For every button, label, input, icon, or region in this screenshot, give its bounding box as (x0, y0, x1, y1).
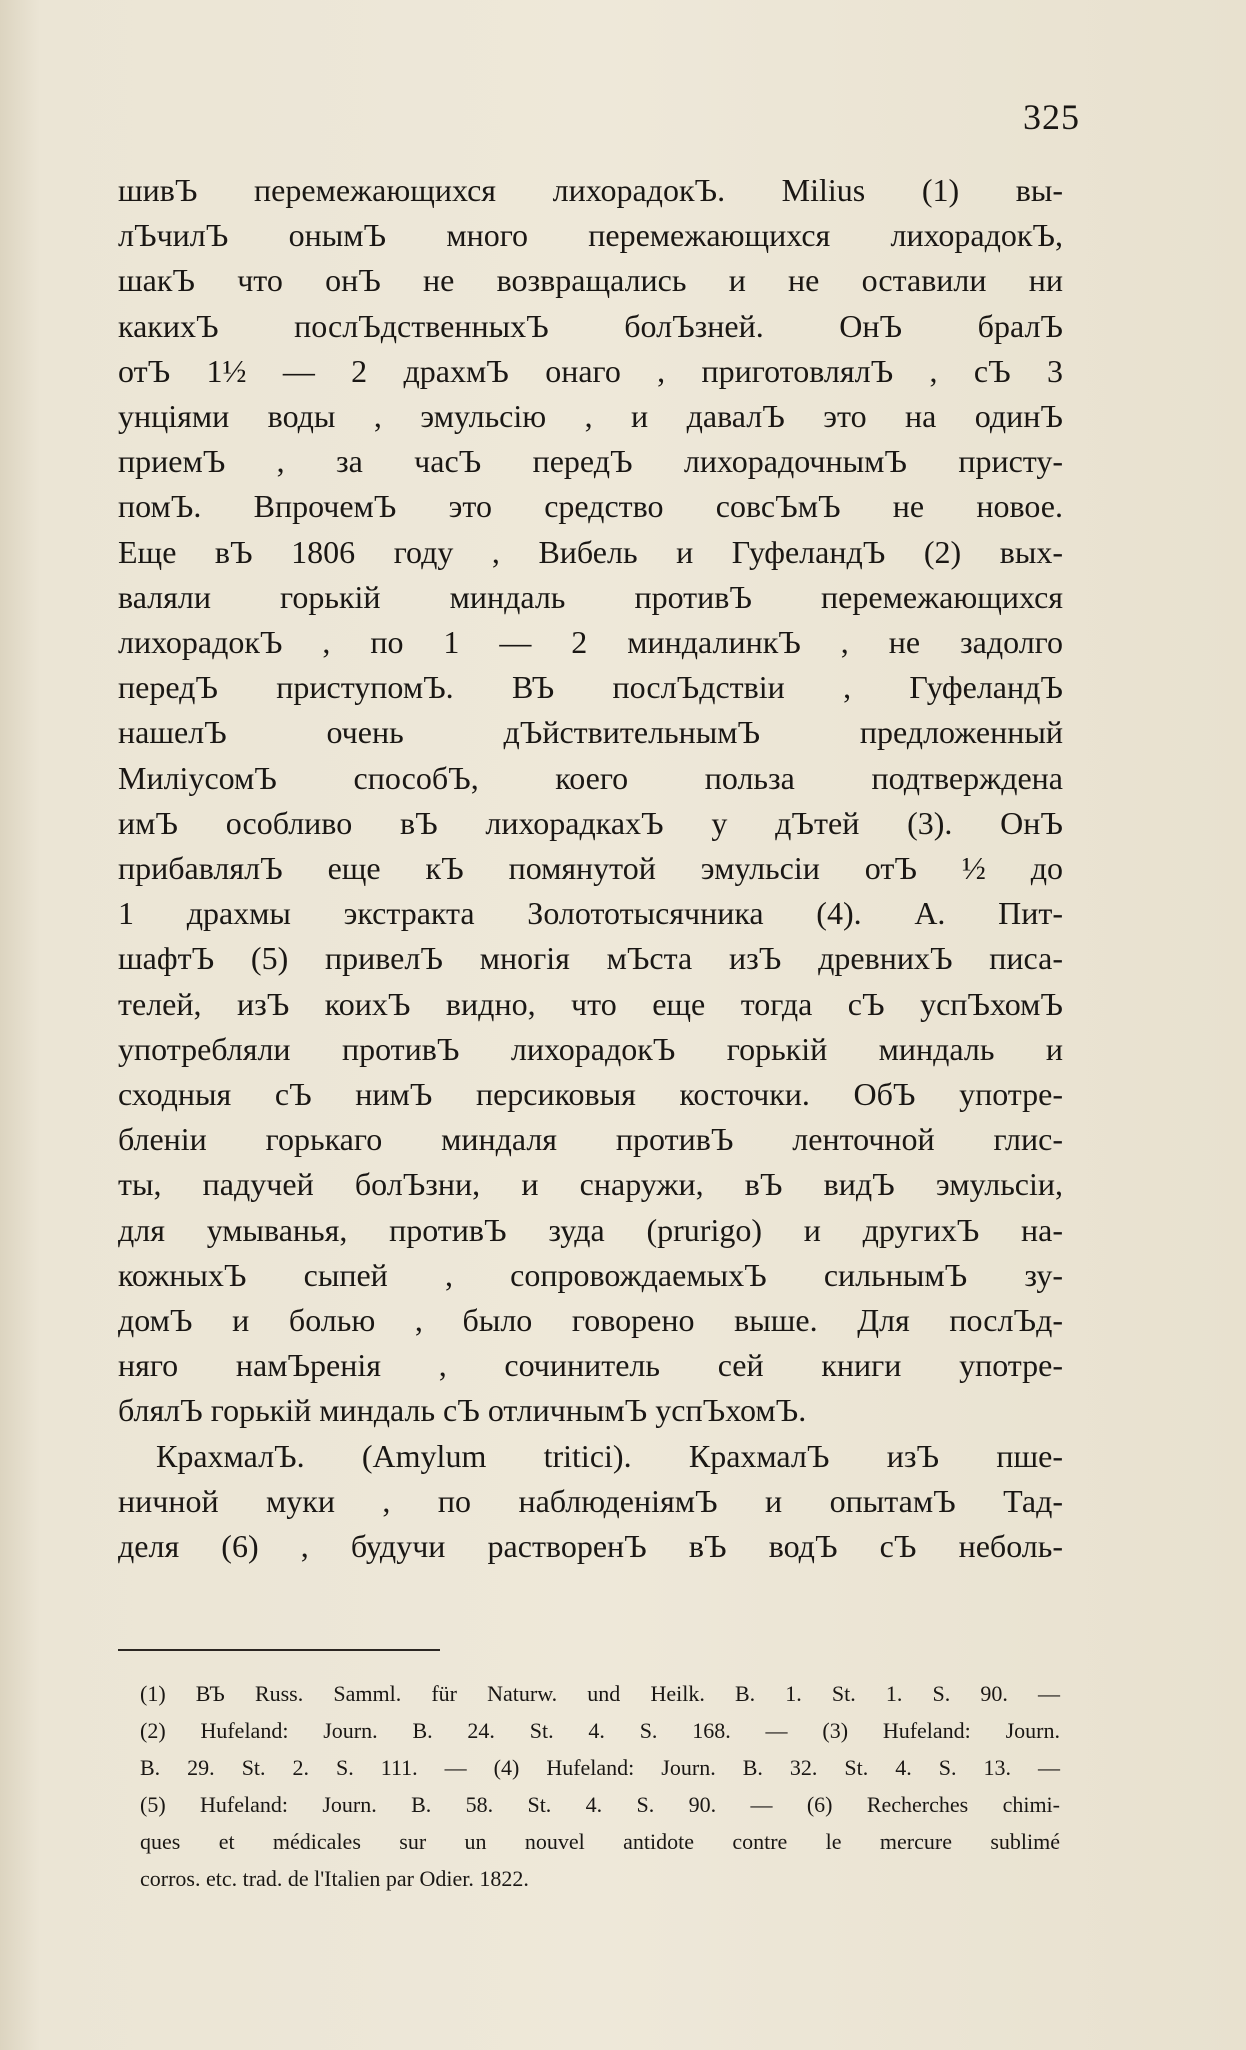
body-line: деля (6) , будучи растворенЪ вЪ водЪ сЪ неболь- (118, 1528, 1063, 1565)
footnote-line: ques et médicales sur un nouvel antidote contre le mercure sublimé (140, 1829, 1060, 1854)
body-line: блялЪ горькій миндаль сЪ отличнымЪ успЪхомЪ. (118, 1392, 807, 1429)
footnote-line: (5) Hufeland: Journ. B. 58. St. 4. S. 90. — (6) Recherches chimi- (140, 1792, 1060, 1817)
body-line: для умыванья, противЪ зуда (prurigo) и другихЪ на- (118, 1211, 1063, 1248)
body-line: употребляли противЪ лихорадокЪ горькій миндаль и (118, 1030, 1063, 1067)
body-line: передЪ приступомЪ. ВЪ послЪдствіи , ГуфеландЪ (118, 669, 1063, 706)
body-line: шафтЪ (5) привелЪ многія мЪста изЪ древнихЪ писа- (118, 940, 1063, 977)
body-line: Еще вЪ 1806 году , Вибель и ГуфеландЪ (2) вых- (118, 533, 1063, 570)
body-line: приемЪ , за часЪ передЪ лихорадочнымЪ присту- (118, 443, 1063, 480)
footnotes (140, 1675, 1060, 1897)
footnote-line: (2) Hufeland: Journ. B. 24. St. 4. S. 168. — (3) Hufeland: Journ. (140, 1718, 1060, 1743)
page-number: 325 (1023, 97, 1080, 137)
body-line: лЪчилЪ онымЪ много перемежающихся лихорадокЪ, (118, 217, 1063, 254)
body-line: домЪ и болью , было говорено выше. Для послЪд- (118, 1302, 1063, 1339)
body-line: отЪ 1½ — 2 драхмЪ онаго , приготовлялЪ , сЪ 3 (118, 352, 1063, 389)
body-line: бленіи горькаго миндаля противЪ ленточной глис- (118, 1121, 1063, 1158)
body-line: какихЪ послЪдственныхЪ болЪзней. ОнЪ бралЪ (118, 307, 1063, 344)
body-line: ты, падучей болЪзни, и снаружи, вЪ видЪ эмульсіи, (118, 1166, 1063, 1203)
body-line: МиліусомЪ способЪ, коего польза подтверждена (118, 759, 1063, 796)
body-line: помЪ. ВпрочемЪ это средство совсЪмЪ не новое. (118, 488, 1063, 525)
body-line: лихорадокЪ , по 1 — 2 миндалинкЪ , не задолго (118, 624, 1063, 661)
body-line: ничной муки , по наблюденіямЪ и опытамЪ Тад- (118, 1482, 1063, 1519)
body-line: шакЪ что онЪ не возвращались и не оставили ни (118, 262, 1063, 299)
body-text (118, 168, 1063, 1569)
body-line: няго намЪренія , сочинитель сей книги употре- (118, 1347, 1063, 1384)
body-line: валяли горькій миндаль противЪ перемежающихся (118, 578, 1063, 615)
body-line: сходныя сЪ нимЪ персиковыя косточки. ОбЪ употре- (118, 1076, 1063, 1113)
body-line: нашелЪ очень дЪйствительнымЪ предложенный (118, 714, 1063, 751)
body-line: унціями воды , эмульсію , и давалЪ это на одинЪ (118, 398, 1063, 435)
body-line: прибавлялЪ еще кЪ помянутой эмульсіи отЪ ½ до (118, 850, 1063, 887)
footnote-line: B. 29. St. 2. S. 111. — (4) Hufeland: Journ. B. 32. St. 4. S. 13. — (140, 1755, 1060, 1780)
footnote-line: corros. etc. trad. de l'Italien par Odier. 1822. (140, 1866, 529, 1891)
body-line: телей, изЪ коихЪ видно, что еще тогда сЪ успЪхомЪ (118, 985, 1063, 1022)
body-line: имЪ особливо вЪ лихорадкахЪ у дЪтей (3). ОнЪ (118, 804, 1063, 841)
body-line: кожныхЪ сыпей , сопровождаемыхЪ сильнымЪ зу- (118, 1256, 1063, 1293)
body-line: 1 драхмы экстракта Золототысячника (4). А. Пит- (118, 895, 1063, 932)
body-line: КрахмалЪ. (Amylum tritici). КрахмалЪ изЪ пше- (156, 1437, 1063, 1474)
footnote-divider (118, 1649, 440, 1651)
body-line: шивЪ перемежающихся лихорадокЪ. Milius (1) вы- (118, 172, 1063, 208)
footnote-line: (1) ВЪ Russ. Samml. für Naturw. und Heilk. B. 1. St. 1. S. 90. — (140, 1681, 1060, 1706)
